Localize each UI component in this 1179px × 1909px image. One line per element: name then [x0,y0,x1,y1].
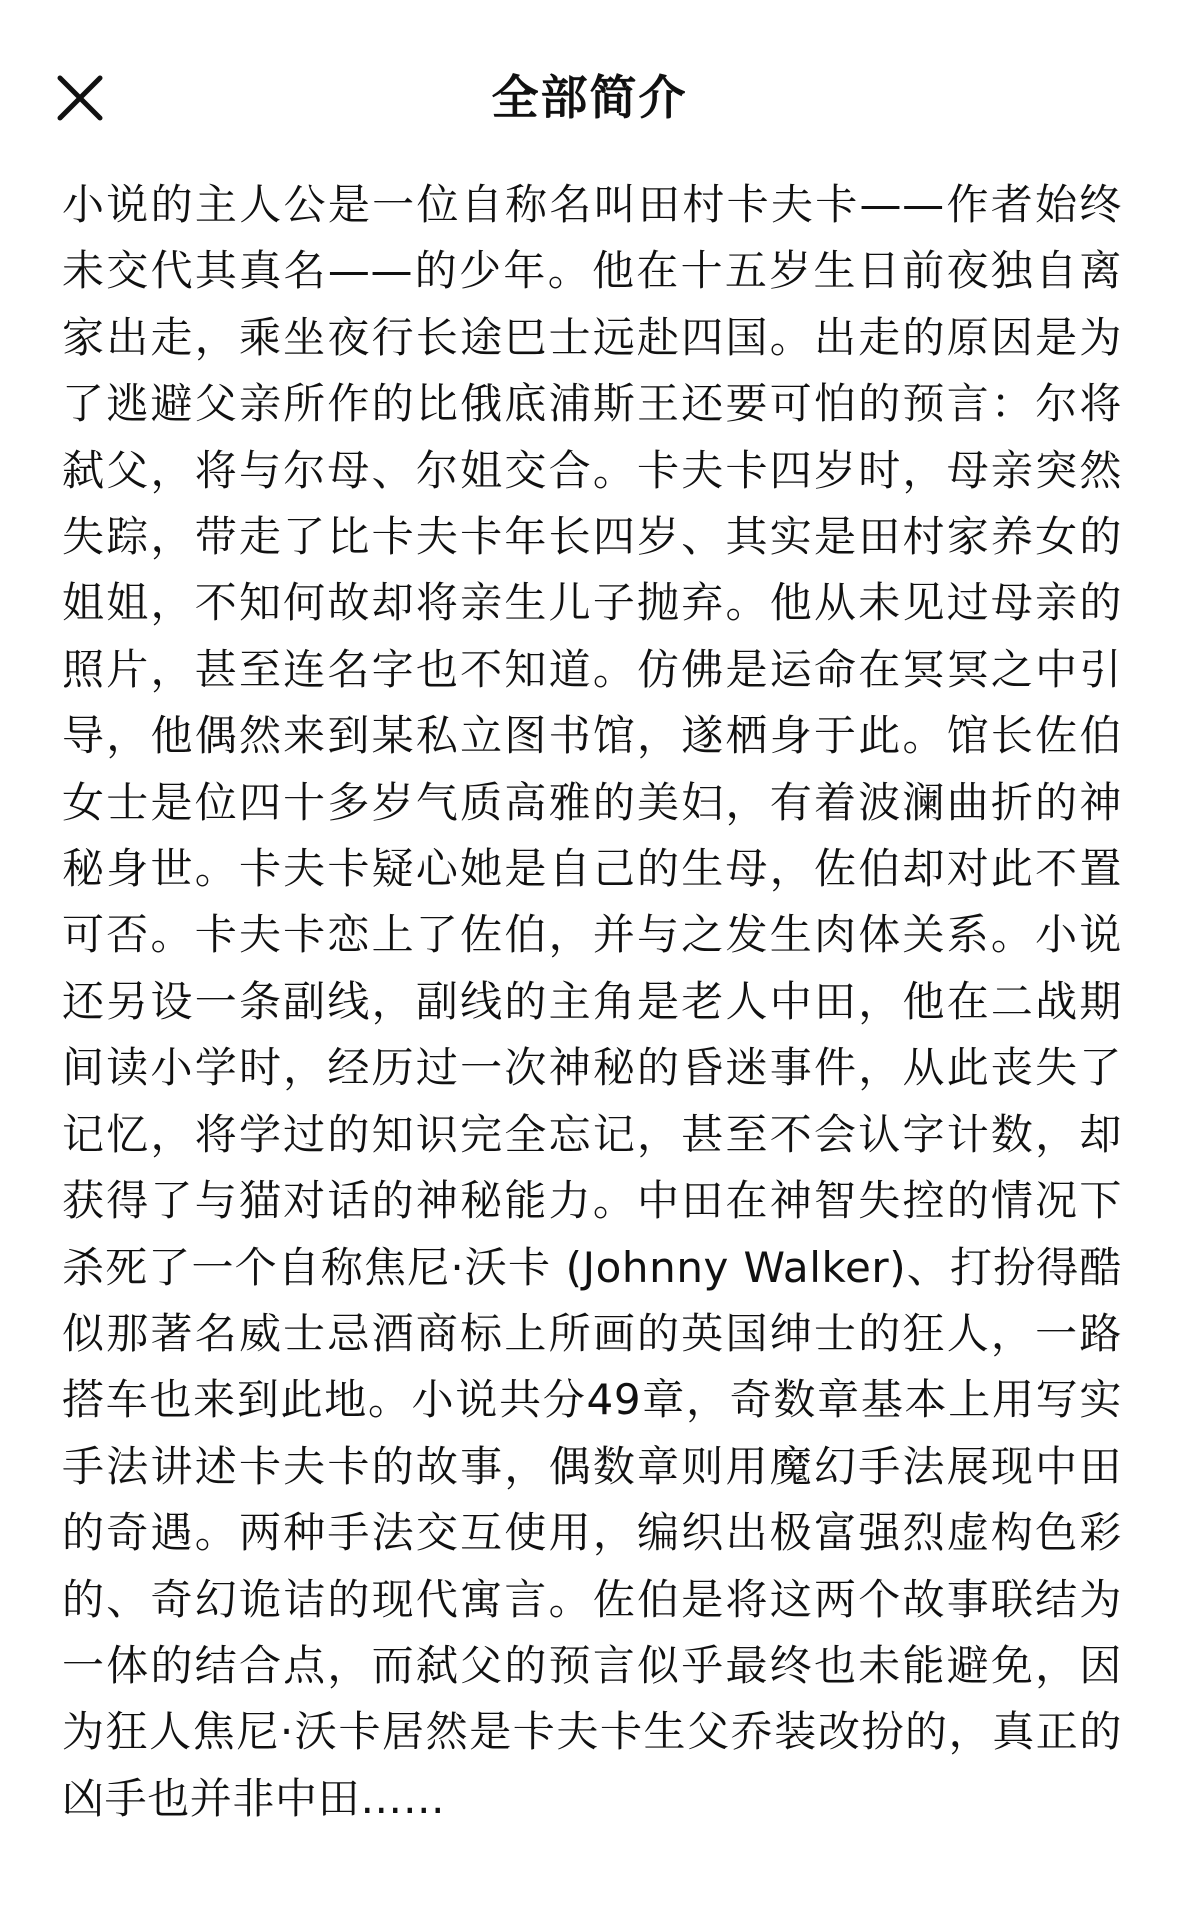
intro-text: 小说的主人公是一位自称名叫田村卡夫卡——作者始终未交代其真名——的少年。他在十五岁生日前夜独自离家出走，乘坐夜行长途巴士远赴四国。出走的原因是为了逃避父亲所作的比俄底浦斯王还要可怕的预言：尔将弑父，将与尔母、尔姐交合。卡夫卡四岁时，母亲突然失踪，带走了比卡夫卡年长四岁、其实是田村家养女的姐姐，不知何故却将亲生儿子抛弃。他从未见过母亲的照片，甚至连名字也不知道。仿佛是运命在冥冥之中引导，他偶然来到某私立图书馆，遂栖身于此。馆长佐伯女士是位四十多岁气质高雅的美妇，有着波澜曲折的神秘身世。卡夫卡疑心她是自己的生母，佐伯却对此不置可否。卡夫卡恋上了佐伯，并与之发生肉体关系。小说还另设一条副线，副线的主角是老人中田，他在二战期间读小学时，经历过一次神秘的昏迷事件，从此丧失了记忆，将学过的知识完全忘记，甚至不会认字计数，却获得了与猫对话的神秘能力。中田在神智失控的情况下杀死了一个自称焦尼·沃卡 (Johnny Walker)、打扮得酷似那著名威士忌酒商标上所画的英国绅士的狂人，一路搭车也来到此地。小说共分49章，奇数章基本上用写实手法讲述卡夫卡的故事，偶数章则用魔幻手法展现中田的奇遇。两种手法交互使用，编织出极富强烈虚构色彩的、奇幻诡诘的现代寓言。佐伯是将这两个故事联结为一体的结合点，而弑父的预言似乎最终也未能避免，因为狂人焦尼·沃卡居然是卡夫卡生父乔装改扮的，真正的凶手也并非中田…… [62,180,1122,1823]
page-title: 全部简介 [491,71,688,126]
header-bar [0,0,1179,200]
